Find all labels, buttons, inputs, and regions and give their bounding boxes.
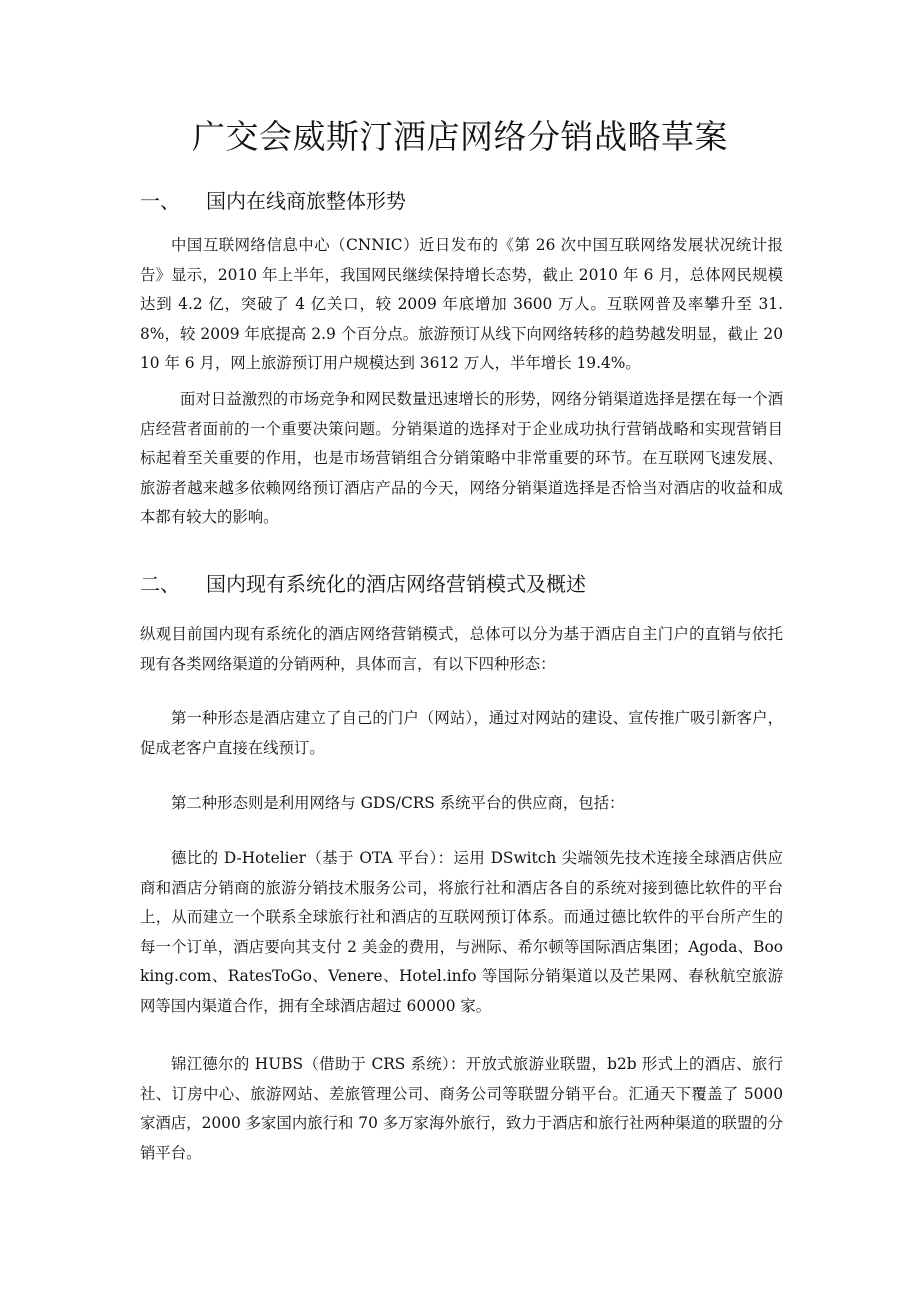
section-title-1: 国内在线商旅整体形势: [206, 189, 406, 213]
paragraph-form-one: 第一种形态是酒店建立了自己的门户（网站），通过对网站的建设、宣传推广吸引新客户，促成老客户直接在线预订。: [140, 709, 783, 757]
paragraph-channel-selection: 面对日益激烈的市场竞争和网民数量迅速增长的形势，网络分销渠道选择是摆在每一个酒店经营者面前的一个重要决策问题。分销渠道的选择对于企业成功执行营销战略和实现营销目标起着至关重要的作用，也是市场营销组合分销策略中非常重要的环节。在互联网飞速发展、旅游者越来越多依赖网络预订酒店产品的今天，网络分销渠道选择是否恰当对酒店的收益和成本都有较大的影响。: [140, 390, 783, 526]
paragraph-form-two: 第二种形态则是利用网络与 GDS/CRS 系统平台的供应商，包括：: [171, 794, 625, 812]
section-heading-2: [140, 569, 820, 599]
section-number-2: 二、: [140, 572, 180, 596]
paragraph-overview: 纵观目前国内现有系统化的酒店网络营销模式，总体可以分为基于酒店自主门户的直销与依托现有各类网络渠道的分销两种，具体而言，有以下四种形态：: [140, 625, 783, 673]
document-title: 广交会威斯汀酒店网络分销战略草案: [192, 117, 728, 156]
paragraph-hubs: 锦江德尔的 HUBS（借助于 CRS 系统）：开放式旅游业联盟，b2b 形式上的酒店、旅行社、订房中心、旅游网站、差旅管理公司、商务公司等联盟分销平台。汇通天下覆盖了 5000 家酒店，2000 多家国内旅行和 70 多万家海外旅行，致力于酒店和旅行社两种渠道的联盟的分销平台。: [140, 1055, 783, 1162]
section-title-2: 国内现有系统化的酒店网络营销模式及概述: [206, 572, 586, 596]
paragraph-d-hotelier: 德比的 D-Hotelier（基于 OTA 平台）：运用 DSwitch 尖端领先技术连接全球酒店供应商和酒店分销商的旅游分销技术服务公司，将旅行社和酒店各自的系统对接到德比软件的平台上，从而建立一个联系全球旅行社和酒店的互联网预订体系。而通过德比软件的平台所产生的每一个订单，酒店要向其支付 2 美金的费用，与洲际、希尔顿等国际酒店集团；Agoda、Booking.com、RatesToGo、Venere、Hotel.info 等国际分销渠道以及芒果网、春秋航空旅游网等国内渠道合作，拥有全球酒店超过 60000 家。: [140, 849, 783, 1015]
section-heading-1: [140, 186, 820, 216]
paragraph-cnnic-report: 中国互联网络信息中心（CNNIC）近日发布的《第 26 次中国互联网络发展状况统计报告》显示，2010 年上半年，我国网民继续保持增长态势，截止 2010 年 6 月，总体网民规模达到 4.2 亿，突破了 4 亿关口，较 2009 年底增加 3600 万人。互联网普及率攀升至 31.8%，较 2009 年底提高 2.9 个百分点。旅游预订从线下向网络转移的趋势越发明显，截止 2010 年 6 月，网上旅游预订用户规模达到 3612 万人，半年增长 19.4%。: [140, 236, 783, 372]
section-number-1: 一、: [140, 189, 180, 213]
